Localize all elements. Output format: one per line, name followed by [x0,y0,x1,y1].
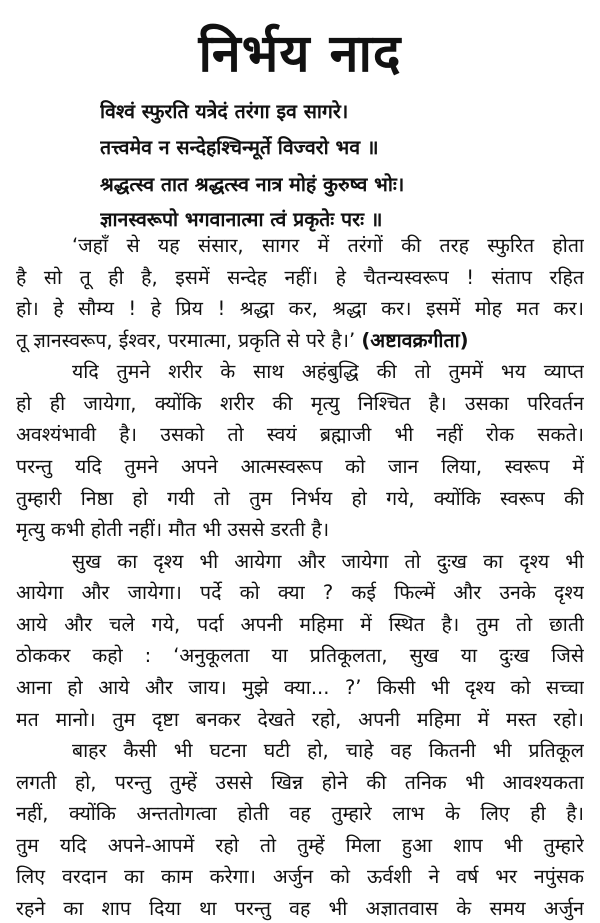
text-line: ठोककर कहो : ‘अनुकूलता या प्रतिकूलता, सुख या दुःख जिसे [16,644,584,668]
text-line: आयेगा और जायेगा। पर्दे को क्या ? कई फिल्में और उनके दृश्य [16,581,584,605]
text-line: रहने का शाप दिया था परन्तु वह भी अज्ञातवास के समय अर्जुन [16,897,584,920]
text-line: आना हो आये और जाय। मुझे क्या... ?’ किसी भी दृश्य को सच्चा [16,676,584,699]
text-line: मृत्यु कभी होती नहीं। मौत भी उससे डरती है। [16,518,330,542]
text-line: हो ही जायेगा, क्योंकि शरीर की मृत्यु निश्चित है। उसका परिवर्तन [16,391,584,415]
page-title: निर्भय नाद [198,24,402,84]
text-line: बाहर कैसी भी घटना घटी हो, चाहे वह कितनी भी प्रतिकूल [72,739,584,763]
text-line: ‘जहाँ से यह संसार, सागर में तरंगों की तरह स्फुरित होता [72,234,584,257]
text-line: यदि तुमने शरीर के साथ अहंबुद्धि की तो तुममें भय व्याप्त [72,360,584,384]
text-line: लगती हो, परन्तु तुम्हें उससे खिन्न होने की तनिक भी आवश्यकता [16,770,584,794]
text-line: है सो तू ही है, इसमें सन्देह नहीं। हे चैतन्यस्वरूप ! संताप रहित [16,265,584,289]
verse-line: श्रद्धत्स्व तात श्रद्धत्स्व नात्र मोहं कुरुष्व भोः। [100,173,405,196]
text-line: सुख का दृश्य भी आयेगा और जायेगा तो दुःख का दृश्य भी [72,549,584,573]
text-line: लिए वरदान का काम करेगा। अर्जुन को ऊर्वशी ने वर्ष भर नपुंसक [16,865,584,889]
verse-line: तत्त्वमेव न सन्देहश्चिन्मूर्ते विज्वरो भव ॥ [100,136,379,159]
verse-line: विश्वं स्फुरति यत्रेदं तरंगा इव सागरे। [100,100,349,123]
text-line: हो। हे सौम्य ! हे प्रिय ! श्रद्धा कर, श्रद्धा कर। इसमें मोह मत कर। [16,297,584,321]
text-line [16,325,584,356]
text-line: तुम्हारी निष्ठा हो गयी तो तुम निर्भय हो गये, क्योंकि स्वरूप की [16,486,584,510]
text-line: तुम यदि अपने-आपमें रहो तो तुम्हें मिला हुआ शाप भी तुम्हारे [16,833,584,857]
text-line: अवश्यंभावी है। उसको तो स्वयं ब्रह्माजी भी नहीं रोक सकते। [16,423,584,447]
text-line: परन्तु यदि तुमने अपने आत्मस्वरूप को जान लिया, स्वरूप में [16,455,584,478]
text-line: मत मानो। तुम दृष्टा बनकर देखते रहो, अपनी महिमा में मस्त रहो। [16,707,584,731]
text-line-content: तू ज्ञानस्वरूप, ईश्वर, परमात्मा, प्रकृति से परे है।’ [16,328,356,352]
verse-line: ज्ञानस्वरूपो भगवानात्मा त्वं प्रकृतेः परः ॥ [100,208,383,231]
citation: (अष्टावक्रगीता) [361,328,469,352]
text-line: आये और चले गये, पर्दा अपनी महिमा में स्थित है। तुम तो छाती [16,612,584,636]
text-line: नहीं, क्योंकि अन्ततोगत्वा होती वह तुम्हारे लाभ के लिए ही है। [16,802,584,826]
